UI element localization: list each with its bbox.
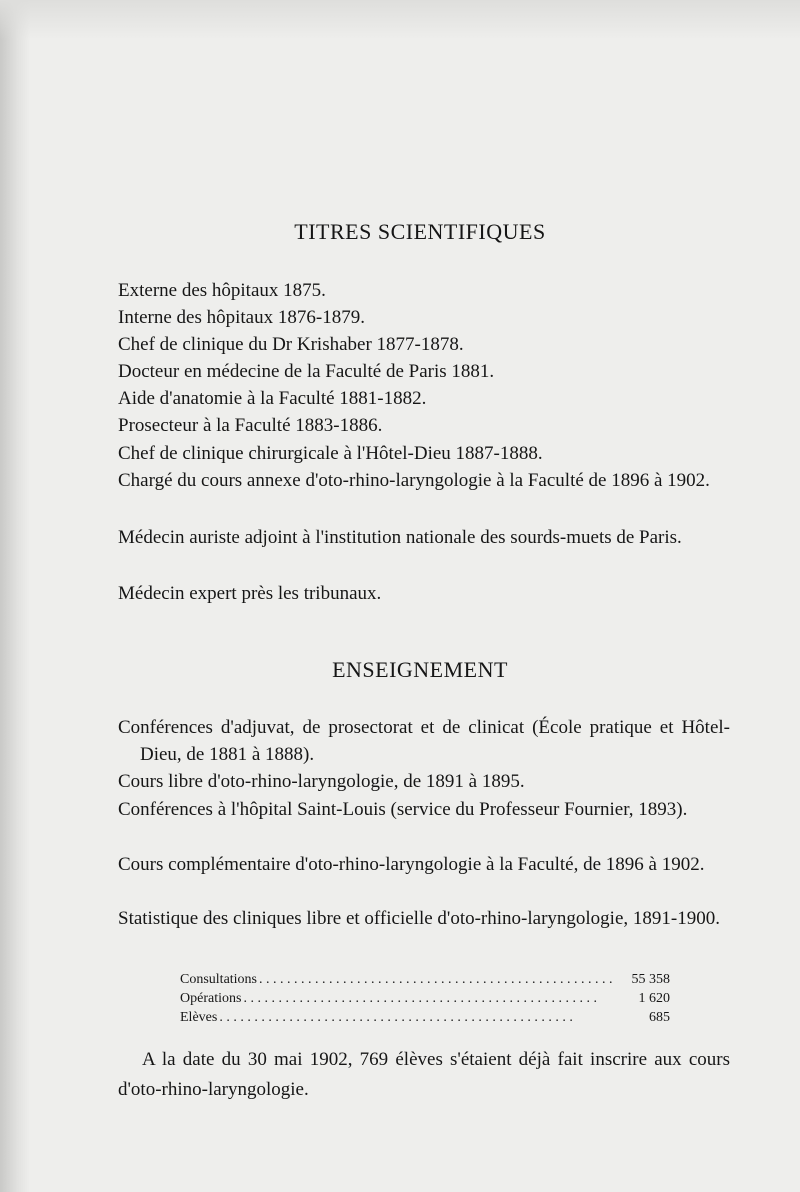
list-item: Prosecteur à la Faculté 1883-1886. [118,415,383,436]
table-row [180,989,670,1008]
list-item: Cours complémentaire d'oto-rhino-laryngologie à la Faculté, de 1896 à 1902. [118,854,705,875]
list-item: Chef de clinique chirurgicale à l'Hôtel-Dieu 1887-1888. [118,443,543,464]
stat-label: Opérations [180,991,242,1006]
statistics-table [180,970,670,1027]
list-item: Médecin auriste adjoint à l'institution nationale des sourds-muets de Paris. [118,527,682,548]
table-row [180,1008,670,1027]
stat-value: 1 620 [638,991,670,1006]
list-item: Conférences à l'hôpital Saint-Louis (service du Professeur Fournier, 1893). [118,799,688,820]
table-row [180,970,670,989]
list-item: Externe des hôpitaux 1875. [118,280,326,301]
list-item: Statistique des cliniques libre et officielle d'oto-rhino-laryngologie, 1891-1900. [118,908,720,929]
list-item: Conférences d'adjuvat, de prosectorat et de clinicat (École pratique et Hôtel-Dieu, de 1881 à 1888). [118,717,730,765]
dot-leader: . . . . . . . . . . . . . . . . . . . . . . . . . . . . . . . . . . . . . . . . . . . . . . . . . . . [243,991,597,1006]
stat-value: 55 358 [631,972,670,987]
section-title-enseignement: ENSEIGNEMENT [332,657,508,682]
page-top-shadow [0,0,800,40]
stat-value: 685 [649,1010,670,1025]
stat-label: Elèves [180,1010,218,1025]
list-item: Docteur en médecine de la Faculté de Paris 1881. [118,361,495,382]
list-item: Cours libre d'oto-rhino-laryngologie, de 1891 à 1895. [118,771,525,792]
dot-leader: . . . . . . . . . . . . . . . . . . . . . . . . . . . . . . . . . . . . . . . . . . . . . . . . . . . [219,1010,573,1025]
list-item: Chef de clinique du Dr Krishaber 1877-1878. [118,334,464,355]
dot-leader: . . . . . . . . . . . . . . . . . . . . . . . . . . . . . . . . . . . . . . . . . . . . . . . . . . . [259,972,613,987]
closing-paragraph: A la date du 30 mai 1902, 769 élèves s'étaient déjà fait inscrire aux cours d'oto-rhino-laryngologie. [118,1049,730,1100]
list-item: Aide d'anatomie à la Faculté 1881-1882. [118,388,427,409]
list-item: Chargé du cours annexe d'oto-rhino-laryngologie à la Faculté de 1896 à 1902. [118,470,710,491]
list-item: Interne des hôpitaux 1876-1879. [118,307,365,328]
section-title-titres: TITRES SCIENTIFIQUES [294,219,546,244]
list-item: Médecin expert près les tribunaux. [118,583,382,604]
page-edge-shadow [0,0,30,1192]
stat-label: Consultations [180,972,258,987]
